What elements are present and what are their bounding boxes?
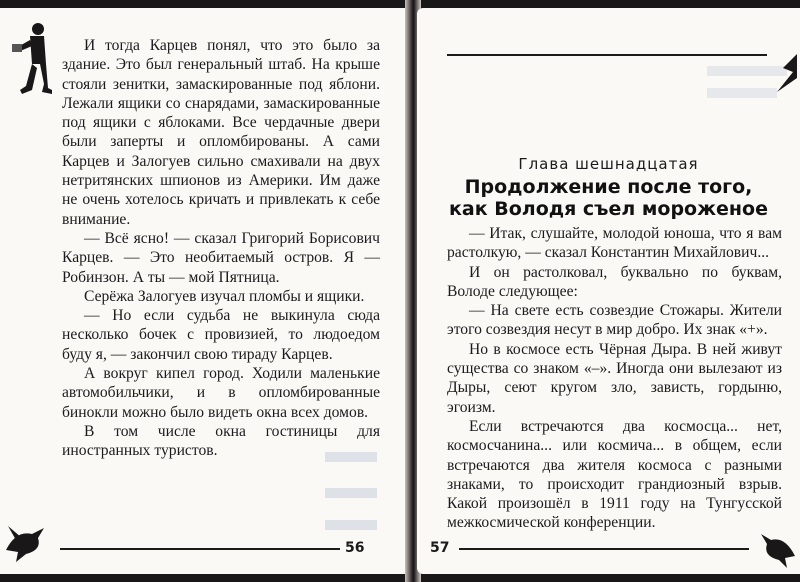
paragraph: А вокруг кипел город. Ходили маленькие автомобильчики, и в опломбированные бинокли можно было видеть окна всех домов. [62,365,380,421]
chapter-title-line: Продолжение после того, [464,176,753,198]
left-page-text [62,36,380,461]
page-number: 56 [345,540,365,556]
paragraph: И тогда Карцев понял, что это было за здание. Это был генеральный штаб. На крыше стояли зенитки, замаскированные под яблони. Лежали ящики со снарядами, замаскированные под ящики с яблоками. Все чердачные двери были заперты и опломбированы. А сами Карцев и Залогуев сильно смахивали на двух нетритянских шпионов из Америки. Им даже не очень хотелось кричать и привлекать к себе внимание. [62,37,380,228]
paragraph: Но в космосе есть Чёрная Дыра. В ней живут существа со знаком «–». Иногда они вылезают из Дыры, сеют кругом зло, зависть, гордыню, эгоизм. [447,340,782,416]
paragraph: — Всё ясно! — сказал Григорий Борисович Карцев. — Это необитаемый остров. Я — Робинзон. А ты — мой Пятница. [62,229,380,286]
paragraph: — Но если судьба не выкинула сюда несколько бочек с провизией, то людоедом буду я, — закончил свою тираду Карцев. [62,307,380,363]
bleed-through [325,488,377,498]
left-page [0,8,410,574]
footer-rule [459,548,749,550]
footer-rule [60,548,340,550]
bleed-through [325,452,377,462]
paragraph: И он растолковал, буквально по буквам, Володе следующее: [447,263,782,300]
paragraph: Если встречаются два космосца... нет, космосчанина... или космича... в общем, если встречаются два жителя космоса с разными знаками, то происходит грандиозный взрыв. Какой произошёл в 1911 году на Тунгусской межкосмической конференции. [447,417,782,532]
chapter-title [417,176,800,220]
chapter-title-line: как Володя съел мороженое [449,198,768,220]
right-page [417,8,800,574]
running-man-illustration [8,20,56,100]
bleed-through [707,88,777,98]
bird-illustration [769,48,799,98]
chapter-label: Глава шешнадцатая [518,155,699,173]
bird-illustration [759,528,799,570]
bleed-through [325,520,377,530]
bird-illustration [2,520,48,564]
paragraph: Серёжа Залогуев изучал пломбы и ящики. [84,287,365,305]
header-rule [447,54,767,56]
paragraph: — На свете есть созвездие Стожары. Жители этого созвездия несут в мир добро. Их знак «+». [447,302,782,339]
page-number: 57 [430,540,450,556]
paragraph: — Итак, слушайте, молодой юноша, что я вам растолкую, — сказал Константин Михайлович... [447,225,782,262]
right-page-text [447,224,782,533]
paragraph: В том числе окна гостиницы для иностранных туристов. [62,422,380,460]
